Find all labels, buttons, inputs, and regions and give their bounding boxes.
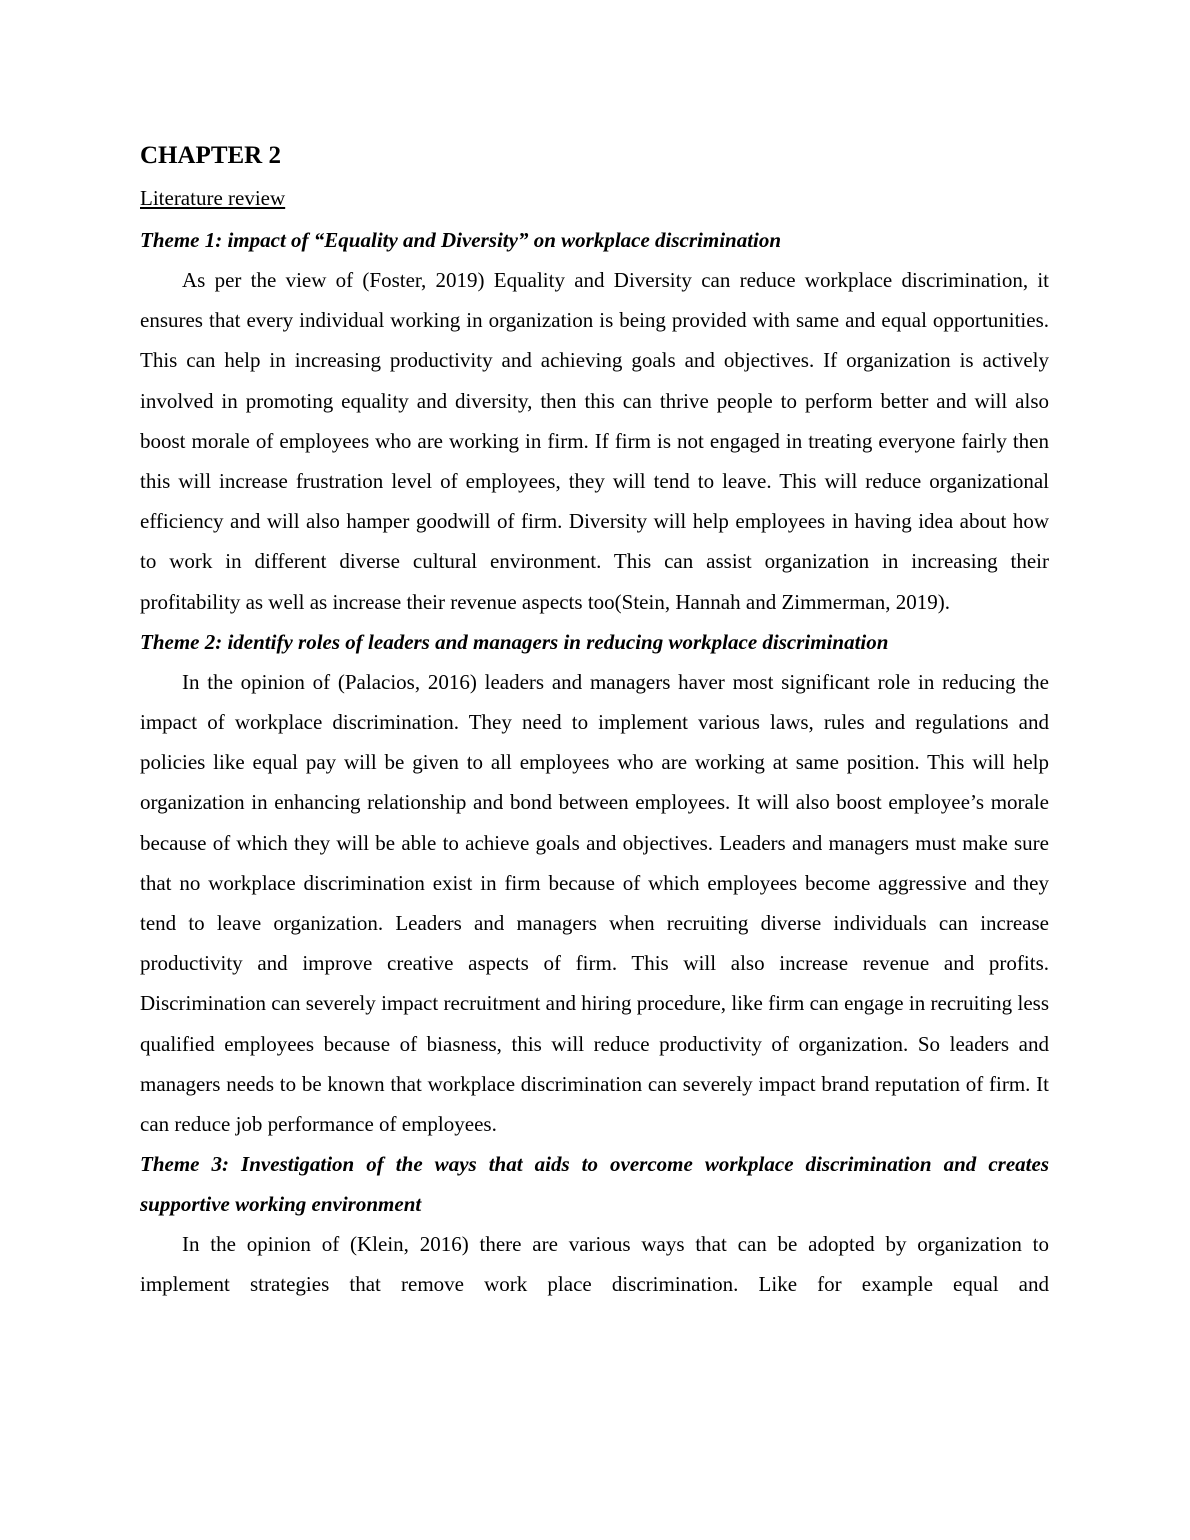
theme-2-heading: Theme 2: identify roles of leaders and managers in reducing workplace discrimination xyxy=(140,629,889,654)
theme-1-paragraph: As per the view of (Foster, 2019) Equality and Diversity can reduce workplace discrimination, it ensures that every individual working in organization is being provided with same and equal opportunities. This can help in increasing productivity and achieving goals and objectives. If organization is actively involved in promoting equality and diversity, then this can thrive people to perform better and will also boost morale of employees who are working in firm. If firm is not engaged in treating everyone fairly then this will increase frustration level of employees, they will tend to leave. This will reduce organizational efficiency and will also hamper goodwill of firm. Diversity will help employees in having idea about how to work in different diverse cultural environment. This can assist organization in increasing their profitability as well as increase their revenue aspects too(Stein, Hannah and Zimmerman, 2019). xyxy=(140,268,1049,614)
chapter-title: CHAPTER 2 xyxy=(140,142,281,169)
theme-3-heading: Theme 3: Investigation of the ways that aids to overcome workplace discrimination and creates supportive working environment xyxy=(140,1152,1049,1217)
theme-3-paragraph: In the opinion of (Klein, 2016) there are various ways that can be adopted by organization to implement strategies that remove work place discrimination. Like for example equal and xyxy=(140,1232,1049,1297)
theme-1-heading: Theme 1: impact of “Equality and Diversity” on workplace discrimination xyxy=(140,228,782,252)
section-label: Literature review xyxy=(140,186,286,210)
document-page xyxy=(140,138,1049,1305)
theme-2-paragraph: In the opinion of (Palacios, 2016) leaders and managers haver most significant role in reducing the impact of workplace discrimination. They need to implement various laws, rules and regulations and policies like equal pay will be given to all employees who are working at same position. This will help organization in enhancing relationship and bond between employees. It will also boost employee’s morale because of which they will be able to achieve goals and objectives. Leaders and managers must make sure that no workplace discrimination exist in firm because of which employees become aggressive and they tend to leave organization. Leaders and managers when recruiting diverse individuals can increase productivity and improve creative aspects of firm. This will also increase revenue and profits. Discrimination can severely impact recruitment and hiring procedure, like firm can engage in recruiting less qualified employees because of biasness, this will reduce productivity of organization. So leaders and managers needs to be known that workplace discrimination can severely impact brand reputation of firm. It can reduce job performance of employees. xyxy=(140,669,1049,1137)
